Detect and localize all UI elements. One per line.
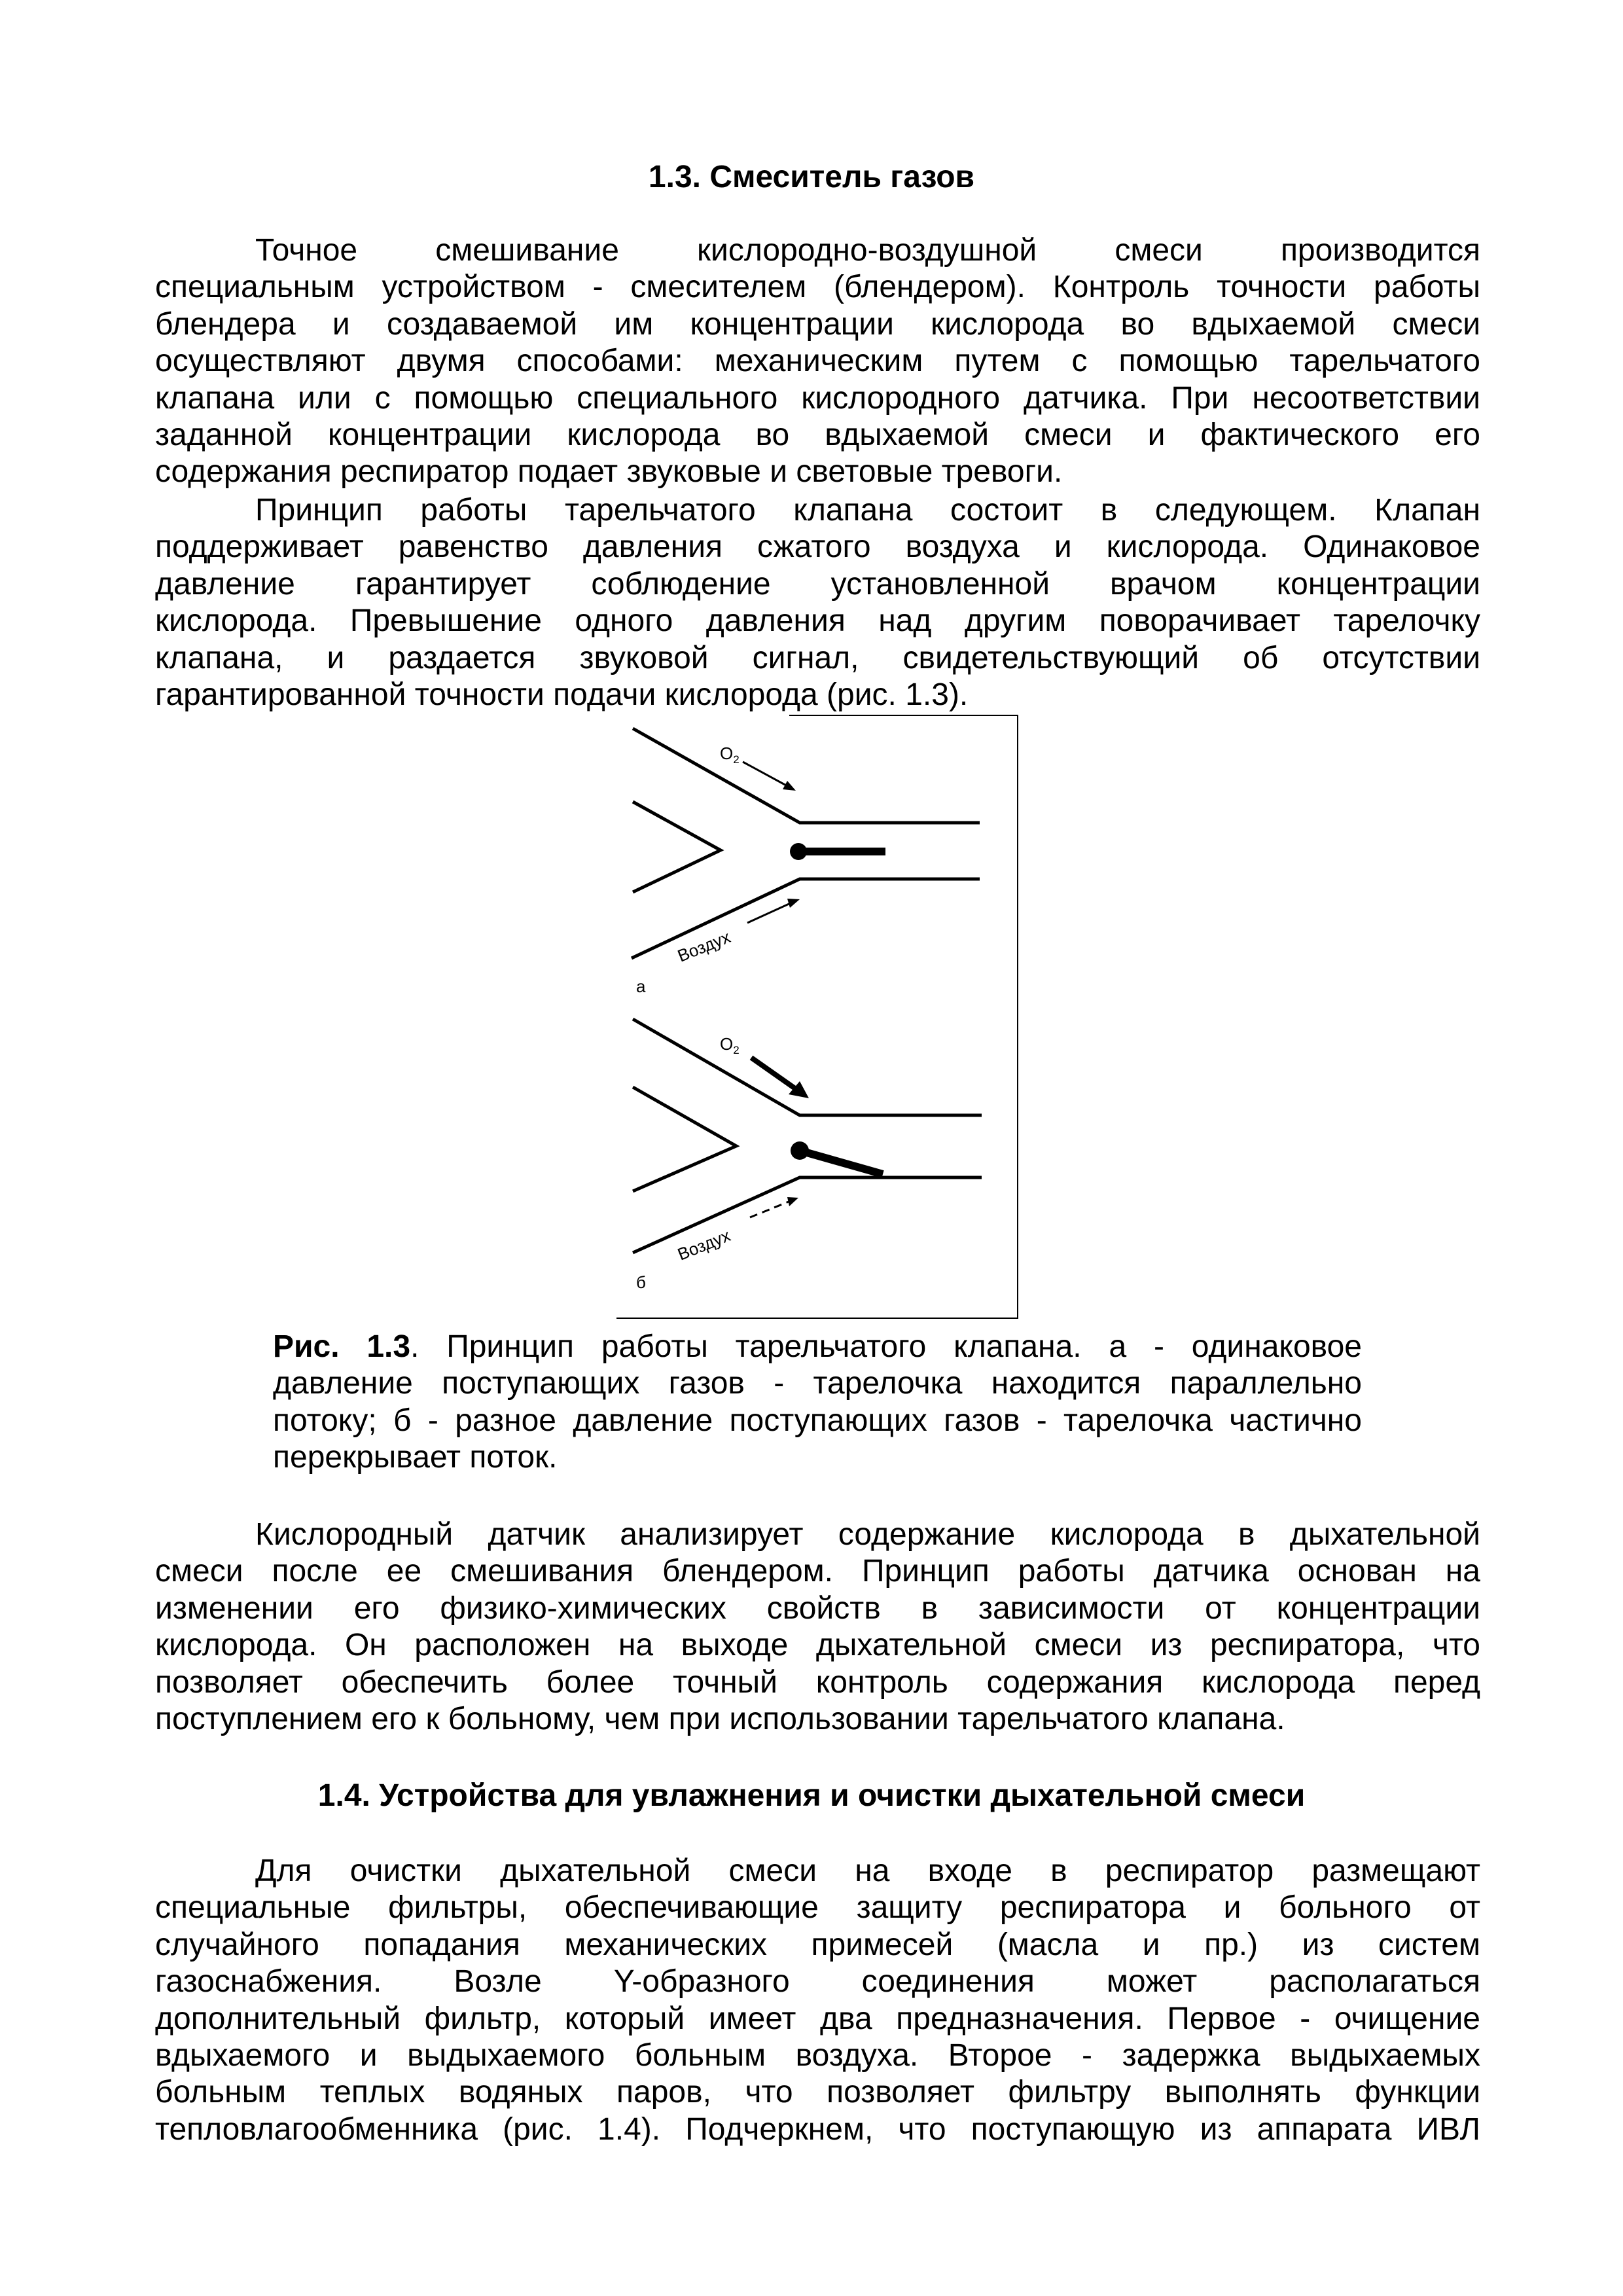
- text-line: газоснабжения. Возле Y-образного соединения может располагаться: [155, 1964, 1480, 2000]
- air-arrow: [747, 903, 792, 923]
- text-line: тепловлагообменника (рис. 1.4). Подчеркнем, что поступающую из аппарата ИВЛ: [155, 2111, 1480, 2147]
- text-line: Точное смешивание кислородно-воздушной смеси производится: [255, 233, 1480, 268]
- o2-arrow: [743, 762, 789, 787]
- text-line: случайного попадания механических примесей (масла и пр.) из систем: [155, 1927, 1480, 1962]
- text-line: Кислородный датчик анализирует содержание кислорода в дыхательной: [255, 1517, 1480, 1552]
- text-line: специальным устройством - смесителем (блендером). Контроль точности работы: [155, 270, 1480, 305]
- caption-figure-number: Рис. 1.3: [273, 1329, 411, 1364]
- text-line: содержания респиратор подает звуковые и световые тревоги.: [155, 454, 1063, 490]
- text-line: гарантированной точности подачи кислорода (рис. 1.3).: [155, 677, 969, 712]
- panel-a-label: а: [636, 977, 646, 996]
- text-line: смеси после ее смешивания блендером. Принцип работы датчика основан на: [155, 1554, 1480, 1589]
- o2-label-a: $O_2$: [720, 744, 740, 766]
- figure-frame: [616, 715, 1018, 1319]
- figure-caption: [273, 1329, 1362, 1477]
- air-arrowhead: [787, 1197, 798, 1206]
- caption-text: . Принцип работы тарельчатого клапана. а - одинаковое: [410, 1329, 1362, 1364]
- text-line: поступлением его к больному, чем при использовании тарельчатого клапана.: [155, 1701, 1285, 1736]
- panel-b: [633, 1019, 982, 1253]
- text-line: больным теплых водяных паров, что позволяет фильтру выполнять функции: [155, 2075, 1480, 2110]
- o2-inlet-wall: [633, 728, 980, 823]
- valve-disc-tilted: [800, 1151, 883, 1174]
- text-line: Принцип работы тарельчатого клапана состоит в следующем. Клапан: [255, 493, 1480, 528]
- caption-line: [273, 1329, 1362, 1365]
- air-arrowhead: [787, 899, 800, 908]
- text-line: вдыхаемого и выдыхаемого больным воздуха. Второе - задержка выдыхаемых: [155, 2037, 1480, 2073]
- text-line: клапана, и раздается звуковой сигнал, свидетельствующий об отсутствии: [155, 640, 1480, 675]
- air-label-b: Воздух: [675, 1225, 734, 1265]
- inlet-divider: [633, 802, 721, 892]
- o2-inlet-wall: [633, 1019, 982, 1115]
- text-line: кислорода. Он расположен на выходе дыхательной смеси из респиратора, что: [155, 1628, 1480, 1663]
- text-line: давление гарантирует соблюдение установленной врачом концентрации: [155, 566, 1480, 601]
- text-line: осуществляют двумя способами: механическим путем с помощью тарельчатого: [155, 344, 1480, 379]
- inlet-divider: [633, 1087, 736, 1191]
- text-line: клапана или с помощью специального кислородного датчика. При несоответствии: [155, 380, 1480, 416]
- paragraph-filters: [155, 1853, 1480, 2148]
- caption-line: давление поступающих газов - тарелочка находится параллельно: [273, 1366, 1362, 1401]
- text-line: специальные фильтры, обеспечивающие защиту респиратора и больного от: [155, 1890, 1480, 1926]
- text-line: позволяет обеспечить более точный контроль содержания кислорода перед: [155, 1664, 1480, 1700]
- o2-label-b: $O_2$: [720, 1034, 740, 1056]
- text-line: дополнительный фильтр, который имеет два предназначения. Первое - очищение: [155, 2001, 1480, 2036]
- air-dashed-arrow: [750, 1200, 792, 1217]
- text-line: Для очистки дыхательной смеси на входе в респиратор размещают: [255, 1854, 1480, 1888]
- air-label-a: Воздух: [675, 927, 734, 966]
- section-heading-1-3: 1.3. Смеситель газов: [648, 160, 975, 194]
- caption-line: потоку; б - разное давление поступающих газов - тарелочка частично: [273, 1403, 1362, 1438]
- caption-line: перекрывает поток.: [273, 1440, 558, 1475]
- paragraph-oxygen-sensor: [155, 1516, 1480, 1738]
- section-heading-1-4: 1.4. Устройства для увлажнения и очистки дыхательной смеси: [317, 1778, 1306, 1813]
- valve-pivot: [790, 843, 807, 860]
- text-line: блендера и создаваемой им концентрации кислорода во вдыхаемой смеси: [155, 306, 1480, 342]
- o2-arrowhead: [783, 781, 796, 791]
- panel-a: [632, 728, 980, 958]
- o2-thick-arrow: [751, 1058, 800, 1092]
- panel-b-label: б: [636, 1272, 646, 1292]
- text-line: кислорода. Превышение одного давления над другим поворачивает тарелочку: [155, 603, 1480, 639]
- text-line: изменении его физико-химических свойств в зависимости от концентрации: [155, 1590, 1480, 1626]
- text-line: поддерживает равенство давления сжатого воздуха и кислорода. Одинаковое: [155, 529, 1480, 565]
- text-line: заданной концентрации кислорода во вдыхаемой смеси и фактического его: [155, 417, 1480, 452]
- valve-pivot: [791, 1141, 809, 1160]
